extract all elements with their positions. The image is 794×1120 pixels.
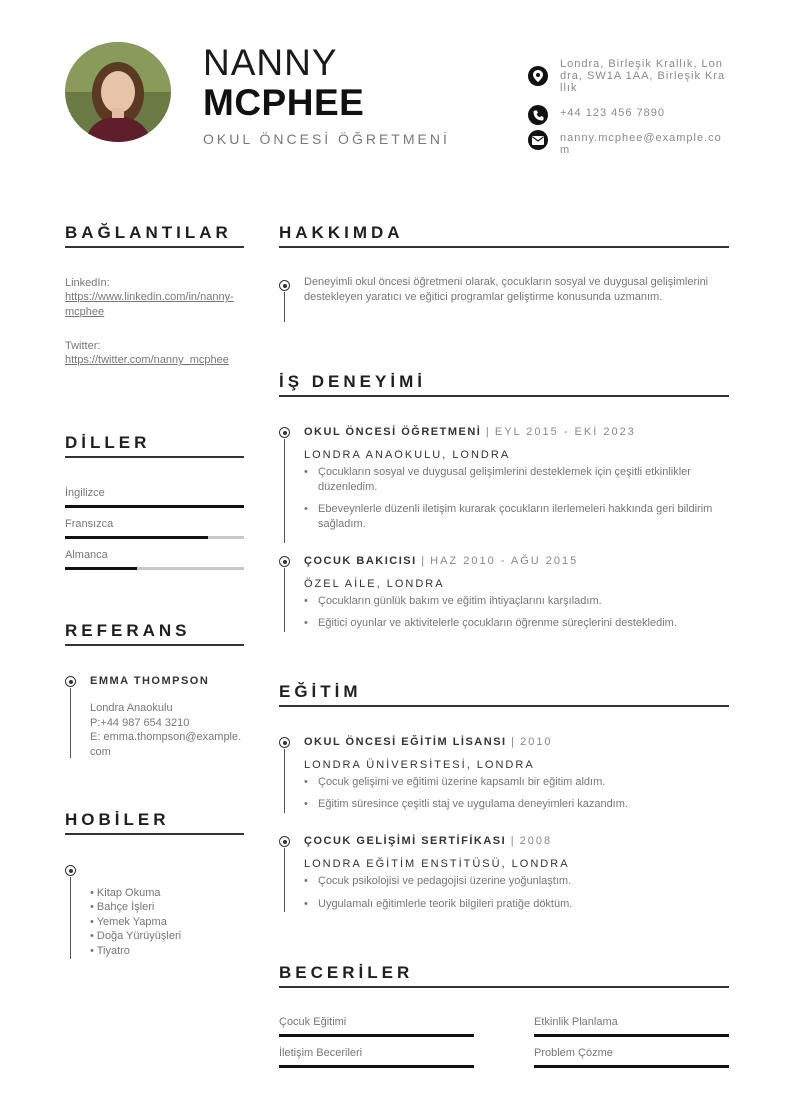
degree-title: OKUL ÖNCESİ EĞİTİM LİSANSI [304, 736, 507, 748]
hobby-item: • Doğa Yürüyüşleri [90, 930, 182, 942]
about-text: Deneyimli okul öncesi öğretmeni olarak, çocukların sosyal ve duygusal gelişimlerini destekleyen yaratıcı ve eğitici programlar geliştirme konusunda uzmanım. [304, 276, 709, 303]
section-title-education: EĞİTİM [279, 682, 362, 701]
job-title: ÇOCUK BAKICISI [304, 555, 417, 567]
section-title-skills: BECERİLER [279, 963, 414, 982]
language-bar [65, 536, 244, 539]
location-pin-icon [528, 66, 548, 86]
language-name: Almanca [65, 549, 108, 561]
language-bar-fill [65, 536, 208, 539]
language-name: İngilizce [65, 487, 105, 499]
job-header: OKUL ÖNCESİ ÖĞRETMENİ | EYL 2015 - EKİ 2023 [304, 426, 636, 438]
timeline-dot-icon [279, 427, 290, 438]
contact-phone [528, 105, 728, 125]
skill-name: İletişim Becerileri [279, 1047, 363, 1059]
section-title-about: HAKKIMDA [279, 223, 404, 242]
skill-bar [534, 1065, 729, 1068]
list-item: • Ebeveynlerle düzenli iletişim kurarak çocukların ilerlemeleri hakkında geri bildirim sağladım. [304, 503, 713, 530]
list-item: • Eğitici oyunlar ve aktivitelerle çocukların öğrenme süreçlerini destekledim. [304, 617, 677, 629]
section-divider [65, 456, 244, 458]
education-header: ÇOCUK GELİŞİMİ SERTİFİKASI | 2008 [304, 835, 553, 847]
linkedin-label: LinkedIn: [65, 277, 110, 289]
timeline-line [284, 848, 285, 912]
timeline-line [70, 877, 71, 959]
timeline-line [70, 688, 71, 758]
language-bar [65, 567, 244, 570]
reference-phone: P:+44 987 654 3210 [90, 717, 190, 729]
section-title-references: REFERANS [65, 621, 191, 640]
school-name: LONDRA ÜNİVERSİTESİ, LONDRA [304, 759, 535, 771]
twitter-link[interactable]: https://twitter.com/nanny_mcphee [65, 354, 229, 366]
contact-email [528, 130, 728, 156]
skill-bar [279, 1065, 474, 1068]
skill-bar [534, 1034, 729, 1037]
mail-icon [528, 130, 548, 150]
twitter-label: Twitter: [65, 340, 101, 352]
hobby-item: • Tiyatro [90, 945, 130, 957]
job-role: OKUL ÖNCESİ ÖĞRETMENİ [203, 131, 450, 147]
timeline-dot-icon [279, 737, 290, 748]
education-header: OKUL ÖNCESİ EĞİTİM LİSANSI | 2010 [304, 736, 553, 748]
job-date: HAZ 2010 - AĞU 2015 [430, 555, 579, 567]
language-name: Fransızca [65, 518, 114, 530]
job-title: OKUL ÖNCESİ ÖĞRETMENİ [304, 426, 482, 438]
section-title-hobbies: HOBİLER [65, 810, 170, 829]
job-organization: LONDRA ANAOKULU, LONDRA [304, 449, 511, 461]
language-bar-fill [65, 567, 137, 570]
timeline-line [284, 439, 285, 543]
job-date: EYL 2015 - EKİ 2023 [494, 426, 636, 438]
job-organization: ÖZEL AİLE, LONDRA [304, 578, 445, 590]
section-divider [65, 246, 244, 248]
hobby-item: • Yemek Yapma [90, 916, 167, 928]
language-bar-fill [65, 505, 244, 508]
timeline-line [284, 749, 285, 813]
reference-org: Londra Anaokulu [90, 702, 173, 714]
skill-bar [279, 1034, 474, 1037]
timeline-dot-icon [279, 836, 290, 847]
language-bar [65, 505, 244, 508]
skill-name: Problem Çözme [534, 1047, 613, 1059]
list-item: • Çocuk gelişimi ve eğitimi üzerine kapsamlı bir eğitim aldım. [304, 776, 606, 788]
timeline-line [284, 292, 285, 322]
last-name: MCPHEE [203, 82, 365, 123]
section-divider [65, 833, 244, 835]
reference-name: EMMA THOMPSON [90, 675, 210, 687]
contact-address [528, 58, 728, 94]
section-title-experience: İŞ DENEYİMİ [279, 372, 426, 391]
section-title-languages: DİLLER [65, 433, 151, 452]
list-item: • Çocuk psikolojisi ve pedagojisi üzerine yoğunlaştım. [304, 875, 572, 887]
list-item: • Eğitim süresince çeşitli staj ve uygulama deneyimleri kazandım. [304, 798, 628, 810]
school-name: LONDRA EĞİTİM ENSTİTÜSÜ, LONDRA [304, 858, 570, 870]
job-header: ÇOCUK BAKICISI | HAZ 2010 - AĞU 2015 [304, 555, 579, 567]
section-divider [279, 986, 729, 988]
timeline-dot-icon [65, 676, 76, 687]
timeline-dot-icon [279, 280, 290, 291]
skill-name: Etkinlik Planlama [534, 1016, 618, 1028]
list-item: • Çocukların günlük bakım ve eğitim ihtiyaçlarını karşıladım. [304, 595, 602, 607]
list-item: • Çocukların sosyal ve duygusal gelişimlerini desteklemek için çeşitli etkinlikler düzenledim. [304, 466, 691, 493]
timeline-line [284, 568, 285, 632]
hobby-item: • Kitap Okuma [90, 887, 161, 899]
first-name: NANNY [203, 42, 338, 83]
linkedin-link[interactable]: https://www.linkedin.com/in/nanny-mcphee [65, 291, 234, 318]
section-title-links: BAĞLANTILAR [65, 223, 232, 242]
section-divider [279, 705, 729, 707]
degree-title: ÇOCUK GELİŞİMİ SERTİFİKASI [304, 835, 507, 847]
section-divider [279, 246, 729, 248]
email-text[interactable]: nanny.mcphee@example.com [560, 132, 722, 156]
phone-icon [528, 105, 548, 125]
degree-date: 2008 [519, 835, 553, 847]
phone-text[interactable]: +44 123 456 7890 [560, 107, 666, 119]
skill-name: Çocuk Eğitimi [279, 1016, 347, 1028]
hobby-item: • Bahçe İşleri [90, 901, 155, 913]
section-divider [279, 395, 729, 397]
reference-email: E: emma.thompson@example.com [90, 731, 242, 758]
timeline-dot-icon [279, 556, 290, 567]
section-divider [65, 644, 244, 646]
profile-photo [65, 42, 171, 142]
degree-date: 2010 [520, 736, 553, 748]
list-item: • Uygulamalı eğitimlerle teorik bilgileri pratiğe döktüm. [304, 898, 573, 910]
timeline-dot-icon [65, 865, 76, 876]
address-text: Londra, Birleşik Krallık, Londra, SW1A 1AA, Birleşik Krallık [560, 58, 726, 94]
